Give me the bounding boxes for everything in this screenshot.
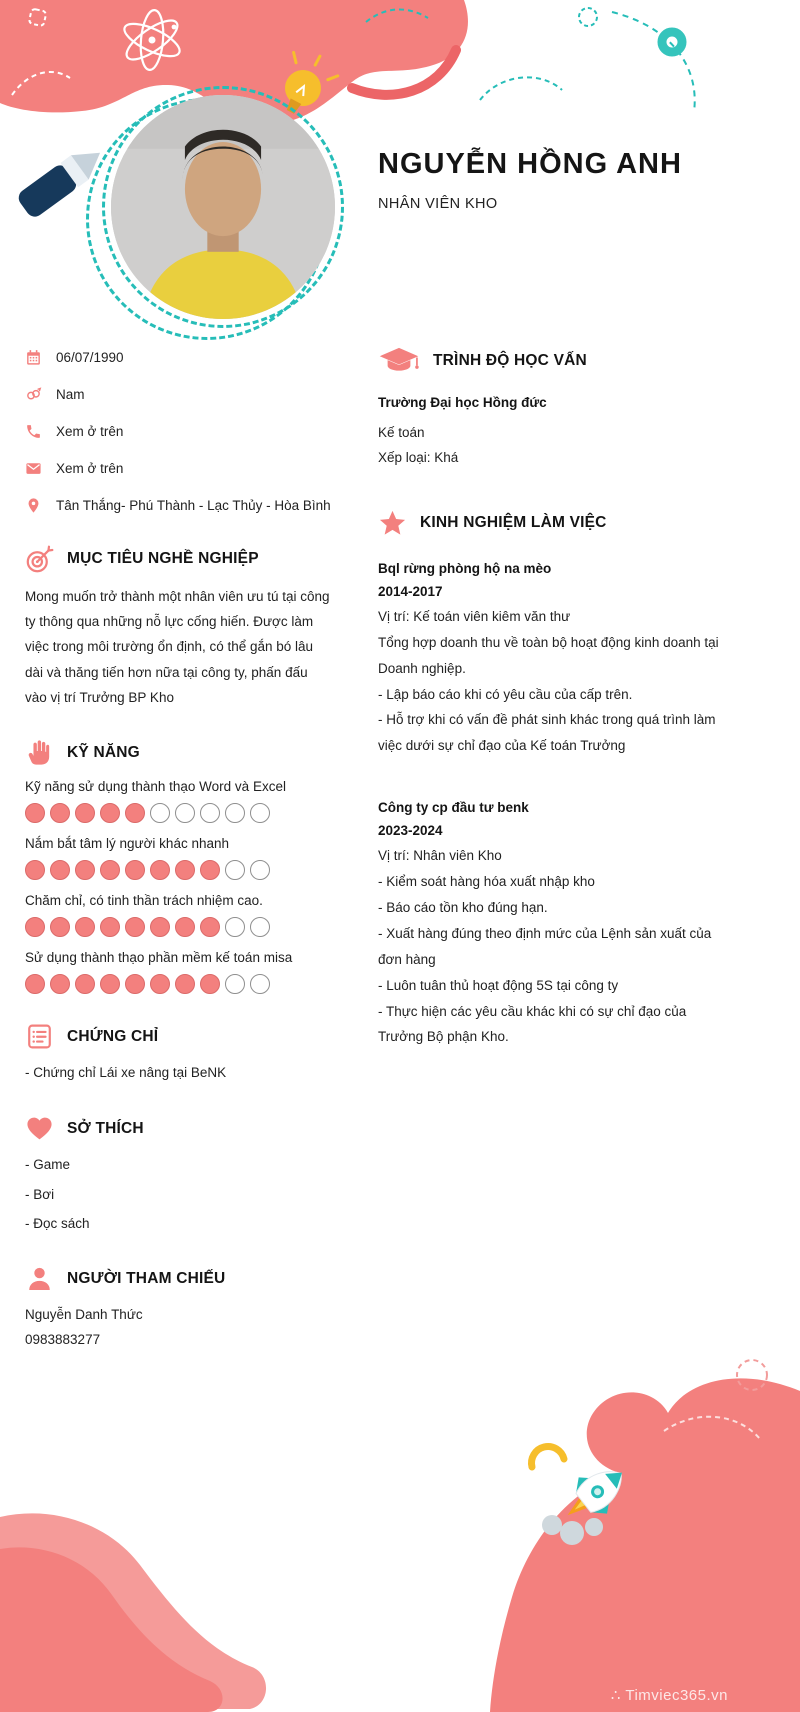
skill-dot <box>125 803 145 823</box>
job-detail: - Thực hiện các yêu cầu khác khi có sự chỉ đạo của Trưởng Bộ phận Kho. <box>378 1003 687 1045</box>
job-detail: - Luôn tuân thủ hoạt động 5S tại công ty <box>378 977 619 993</box>
hobby-item: - Đọc sách <box>25 1216 90 1232</box>
certificate-icon <box>25 1022 54 1051</box>
job-entry <box>378 558 734 759</box>
hobby-item: - Game <box>25 1157 71 1173</box>
skill-dot <box>25 917 45 937</box>
skills-header <box>25 738 331 767</box>
skill-dot <box>150 917 170 937</box>
contact-phone-text: Xem ở trên <box>56 423 124 439</box>
skill-label: Nắm bắt tâm lý người khác nhanh <box>25 836 229 852</box>
skill-dot <box>75 803 95 823</box>
skill-item <box>25 893 331 937</box>
skill-dot <box>75 917 95 937</box>
skill-dot <box>25 860 45 880</box>
contact-item-phone <box>25 422 331 443</box>
star-icon <box>378 509 407 538</box>
candidate-name: NGUYỄN HỒNG ANH <box>378 148 682 180</box>
skill-dot <box>225 803 245 823</box>
skill-dot <box>100 860 120 880</box>
education-major: Kế toán <box>378 424 425 440</box>
certificates-heading: CHỨNG CHỈ <box>67 1027 159 1045</box>
certificate-item: - Chứng chỉ Lái xe nâng tại BeNK <box>25 1065 227 1081</box>
graduation-cap-icon <box>378 346 420 376</box>
contact-birthdate-text: 06/07/1990 <box>56 350 124 365</box>
job-detail: - Xuất hàng đúng theo định mức của Lệnh sản xuất của đơn hàng <box>378 925 712 967</box>
job-entry <box>378 797 734 1050</box>
skill-item <box>25 950 331 994</box>
reference-phone: 0983883277 <box>25 1332 101 1348</box>
skill-dot <box>100 917 120 937</box>
objective-section <box>25 545 331 711</box>
skill-dots <box>25 917 331 937</box>
contact-address-text: Tân Thắng- Phú Thành - Lạc Thủy - Hòa Bình <box>56 497 331 513</box>
skill-dot <box>25 803 45 823</box>
hobbies-heading: SỞ THÍCH <box>67 1119 144 1137</box>
target-icon <box>25 545 54 574</box>
skill-dot <box>75 974 95 994</box>
skill-dot <box>125 917 145 937</box>
skill-dot <box>200 974 220 994</box>
skills-heading: KỸ NĂNG <box>67 743 140 761</box>
certificates-section <box>25 1022 331 1086</box>
education-header <box>378 346 734 376</box>
skill-dot <box>150 974 170 994</box>
skill-dot <box>250 974 270 994</box>
skill-dot <box>50 917 70 937</box>
skill-dot <box>50 803 70 823</box>
skill-dot <box>200 917 220 937</box>
skill-dot <box>250 803 270 823</box>
left-column <box>25 348 331 1353</box>
references-heading: NGƯỜI THAM CHIẾU <box>67 1269 226 1287</box>
bottom-decoration <box>0 1357 800 1712</box>
skill-item <box>25 836 331 880</box>
candidate-job-title: NHÂN VIÊN KHO <box>378 196 498 212</box>
certificates-header <box>25 1022 331 1051</box>
contact-item-gender <box>25 385 331 406</box>
gender-icon <box>25 386 42 403</box>
skill-dot <box>225 974 245 994</box>
contact-item-birthdate <box>25 348 331 369</box>
donut-icon <box>662 32 682 52</box>
job-company: Công ty cp đầu tư benk <box>378 800 529 816</box>
skill-dots <box>25 974 331 994</box>
objective-heading: MỤC TIÊU NGHỀ NGHIỆP <box>67 550 259 568</box>
skill-dots <box>25 860 331 880</box>
phone-icon <box>25 423 42 440</box>
heart-icon <box>25 1114 54 1143</box>
hobby-item: - Bơi <box>25 1186 55 1202</box>
skill-dot <box>175 974 195 994</box>
skill-label: Chăm chỉ, có tinh thần trách nhiệm cao. <box>25 893 263 909</box>
job-detail: - Báo cáo tồn kho đúng hạn. <box>378 899 548 915</box>
contact-email-text: Xem ở trên <box>56 460 124 476</box>
skill-dot <box>125 860 145 880</box>
job-period: 2023-2024 <box>378 823 443 839</box>
hobbies-header <box>25 1114 331 1143</box>
skill-item <box>25 779 331 823</box>
skill-label: Kỹ năng sử dụng thành thạo Word và Excel <box>25 779 286 795</box>
skill-dot <box>175 860 195 880</box>
references-header <box>25 1264 331 1293</box>
skill-dots <box>25 803 331 823</box>
skill-dot <box>200 860 220 880</box>
skill-dot <box>150 860 170 880</box>
objective-header <box>25 545 331 574</box>
objective-text: Mong muốn trở thành một nhân viên ưu tú tại công ty thông qua những nỗ lực cống hiến. Được làm việc trong môi trường ổn định, có thể gắn bó lâu dài và thăng tiến hơn nữa tại công ty, phấn đấu vào vị trí Trưởng BP Kho <box>25 588 330 706</box>
skill-dot <box>175 803 195 823</box>
skill-dot <box>150 803 170 823</box>
profile-photo <box>102 86 344 328</box>
job-period: 2014-2017 <box>378 583 443 599</box>
skill-dot <box>100 974 120 994</box>
contact-list <box>25 348 331 517</box>
education-section <box>378 346 734 465</box>
job-detail: - Hỗ trợ khi có vấn đề phát sinh khác trong quá trình làm việc dưới sự chỉ đạo của Kế toán Trưởng <box>378 712 716 754</box>
education-grade: Xếp loại: Khá <box>378 449 459 465</box>
hobbies-section <box>25 1114 331 1236</box>
right-column <box>378 346 734 1050</box>
skill-dot <box>250 860 270 880</box>
job-company: Bql rừng phòng hộ na mèo <box>378 560 552 576</box>
calendar-icon <box>25 349 42 366</box>
mail-icon <box>25 460 42 477</box>
reference-name: Nguyễn Danh Thức <box>25 1307 143 1323</box>
skill-dot <box>100 803 120 823</box>
contact-gender-text: Nam <box>56 386 85 402</box>
job-detail: Vị trí: Kế toán viên kiêm văn thư <box>378 608 571 624</box>
skill-label: Sử dụng thành thạo phần mềm kế toán misa <box>25 950 293 966</box>
watermark: ∴ Timviec365.vn <box>610 1687 728 1704</box>
experience-heading: KINH NGHIỆM LÀM VIỆC <box>420 514 607 532</box>
skill-dot <box>225 860 245 880</box>
contact-item-email <box>25 459 331 480</box>
skill-dot <box>125 974 145 994</box>
skill-dot <box>225 917 245 937</box>
experience-header <box>378 509 734 538</box>
person-portrait <box>111 95 335 319</box>
references-section <box>25 1264 331 1353</box>
education-school: Trường Đại học Hồng đức <box>378 395 547 410</box>
name-block <box>378 148 682 212</box>
experience-section <box>378 509 734 1050</box>
job-detail: - Lập báo cáo khi có yêu cầu của cấp trên. <box>378 686 633 702</box>
job-detail: Tổng hợp doanh thu về toàn bộ hoạt động kinh doanh tại Doanh nghiệp. <box>378 634 719 676</box>
skill-dot <box>50 860 70 880</box>
skill-dot <box>50 974 70 994</box>
skill-dot <box>200 803 220 823</box>
skills-section <box>25 738 331 994</box>
skill-dot <box>175 917 195 937</box>
skill-dot <box>25 974 45 994</box>
job-detail: - Kiểm soát hàng hóa xuất nhập kho <box>378 874 595 890</box>
education-heading: TRÌNH ĐỘ HỌC VẤN <box>433 352 587 369</box>
location-icon <box>25 497 42 514</box>
job-detail: Vị trí: Nhân viên Kho <box>378 848 502 864</box>
contact-item-address <box>25 496 331 517</box>
hand-icon <box>25 738 54 767</box>
skill-dot <box>250 917 270 937</box>
skill-dot <box>75 860 95 880</box>
profile-photo-image <box>111 95 335 319</box>
person-icon <box>25 1264 54 1293</box>
